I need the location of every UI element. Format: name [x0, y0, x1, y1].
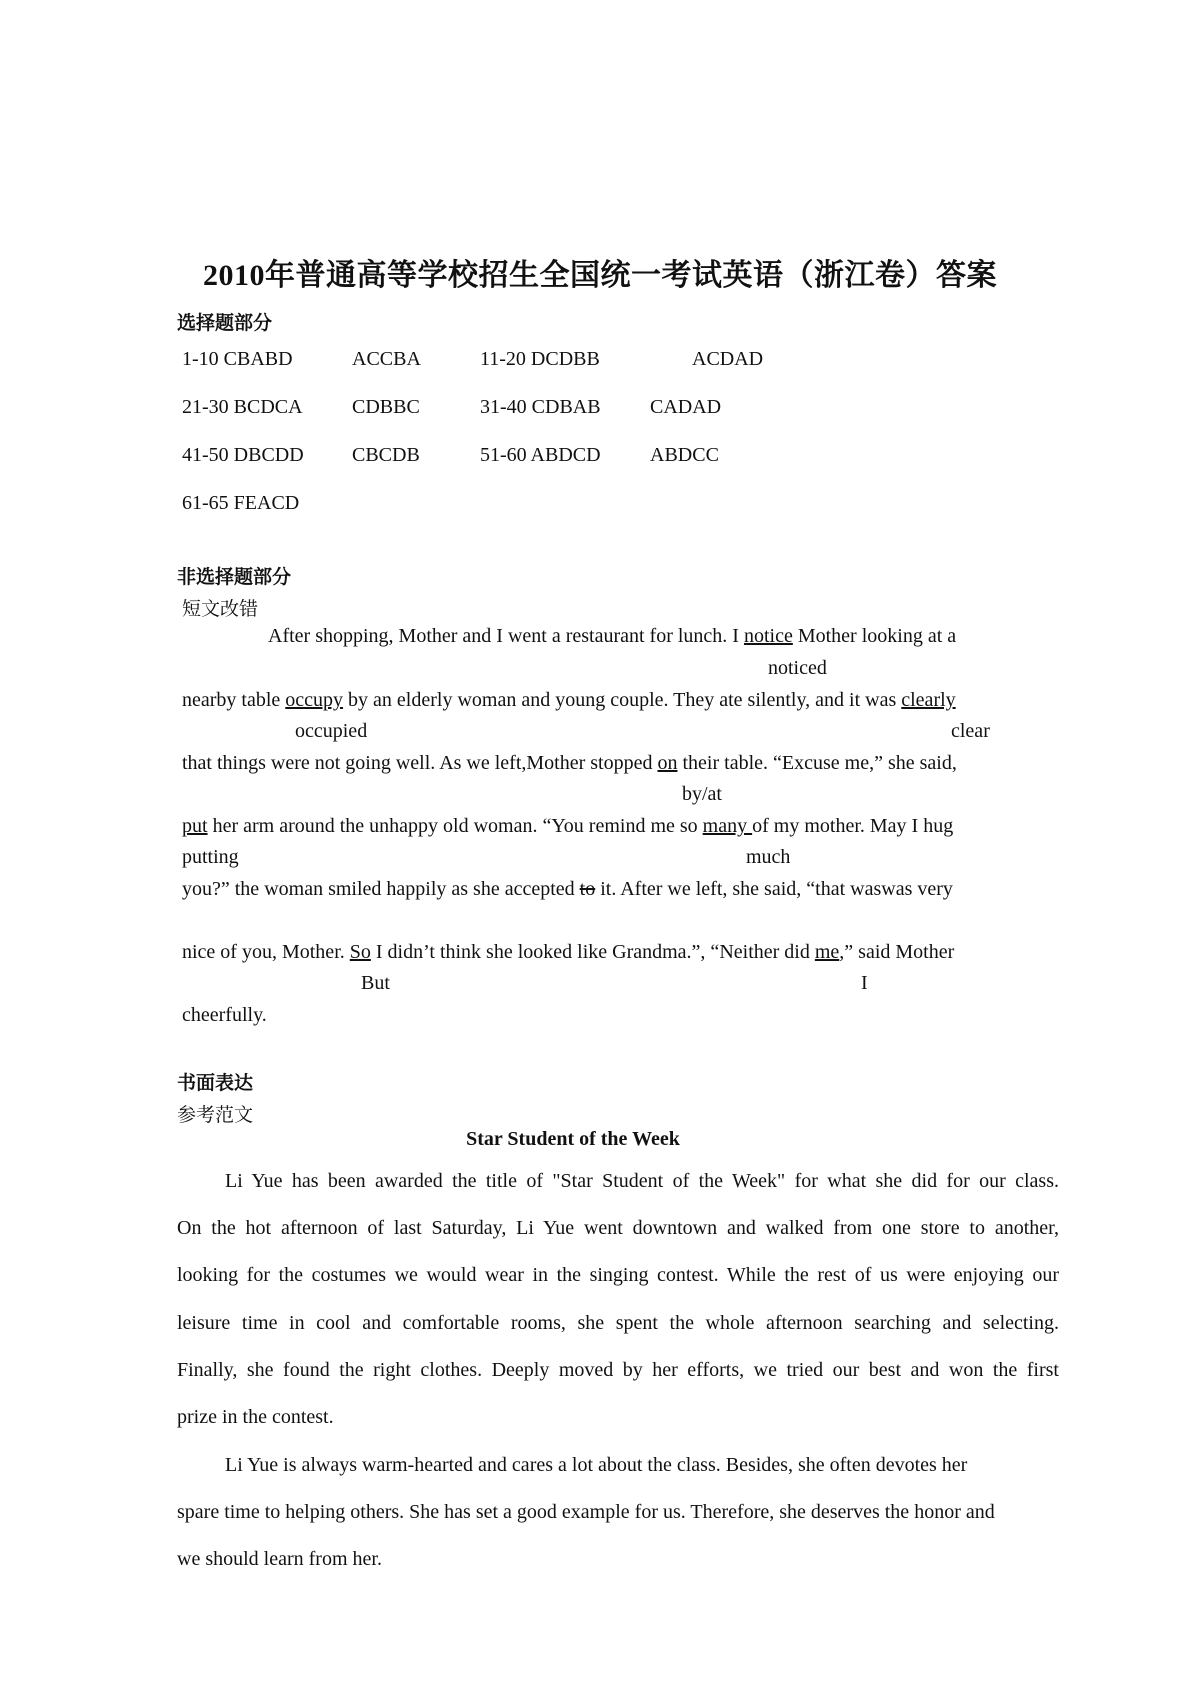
- passage-line: cheerfully.: [182, 1004, 267, 1026]
- answer-cell: CADAD: [650, 396, 722, 418]
- answer-cell: CDBBC: [352, 396, 420, 418]
- essay-line: Li Yue is always warm-hearted and cares a lot about the class. Besides, she often devotes her: [225, 1454, 968, 1476]
- answer-cell: ACDAD: [692, 348, 764, 370]
- passage-line: you?” the woman smiled happily as she accepted to it. After we left, she said, “that waswas very: [182, 878, 953, 900]
- correction-word: putting: [182, 846, 239, 868]
- answer-cell: 21-30 BCDCA: [182, 396, 303, 418]
- passage-line: nearby table occupy by an elderly woman and young couple. They ate silently, and it was clearly: [182, 689, 956, 711]
- answer-cell: ABDCC: [650, 444, 719, 466]
- answer-cell: ACCBA: [352, 348, 421, 370]
- answer-cell: 1-10 CBABD: [182, 348, 293, 370]
- answer-cell: 51-60 ABDCD: [480, 444, 601, 466]
- essay-line: Li Yue has been awarded the title of "Star Student of the Week" for what she did for our class.: [225, 1170, 1059, 1192]
- essay-line: spare time to helping others. She has set a good example for us. Therefore, she deserves the honor and: [177, 1501, 995, 1523]
- marked-word: So: [349, 941, 371, 963]
- answer-cell: 31-40 CDBAB: [480, 396, 601, 418]
- marked-word: put: [182, 815, 208, 837]
- passage-line: nice of you, Mother. So I didn’t think she looked like Grandma.”, “Neither did me,” said Mother: [182, 941, 955, 963]
- essay-title: Star Student of the Week: [466, 1128, 680, 1150]
- answer-cell: 11-20 DCDBB: [480, 348, 600, 370]
- correction-word: occupied: [295, 720, 368, 742]
- essay-line: leisure time in cool and comfortable rooms, she spent the whole afternoon searching and selecting.: [177, 1312, 1059, 1334]
- passage-line: After shopping, Mother and I went a restaurant for lunch. I notice Mother looking at a: [268, 625, 957, 647]
- correction-word: I: [861, 972, 868, 994]
- essay-line: we should learn from her.: [177, 1548, 382, 1570]
- marked-word: me: [814, 941, 840, 963]
- marked-word: clearly: [901, 689, 956, 711]
- subheading-error-correction: 短文改错: [182, 599, 259, 620]
- marked-word: many: [702, 815, 753, 837]
- struck-word: to: [579, 878, 596, 900]
- page-title: 2010年普通高等学校招生全国统一考试英语（浙江卷）答案: [203, 259, 997, 292]
- passage-line: that things were not going well. As we left,Mother stopped on their table. “Excuse me,” she said,: [182, 752, 957, 774]
- essay-line: Finally, she found the right clothes. Deeply moved by her efforts, we tried our best and won the first: [177, 1359, 1059, 1381]
- marked-word: occupy: [285, 689, 344, 711]
- correction-word: noticed: [768, 657, 827, 679]
- answer-cell: CBCDB: [352, 444, 420, 466]
- essay-line: looking for the costumes we would wear in the singing contest. While the rest of us were enjoying our: [177, 1264, 1059, 1286]
- correction-word: by/at: [682, 783, 722, 805]
- section-heading-writing: 书面表达: [177, 1073, 254, 1094]
- correction-word: clear: [951, 720, 990, 742]
- marked-word: notice: [743, 625, 793, 647]
- section-heading-nonchoice: 非选择题部分: [177, 567, 292, 588]
- essay-line: prize in the contest.: [177, 1406, 334, 1428]
- correction-word: much: [746, 846, 791, 868]
- answer-cell: 41-50 DBCDD: [182, 444, 304, 466]
- answer-cell: 61-65 FEACD: [182, 492, 300, 514]
- subheading-sample-essay: 参考范文: [177, 1105, 254, 1126]
- passage-line: put her arm around the unhappy old woman. “You remind me so many of my mother. May I hug: [182, 815, 954, 837]
- correction-word: But: [361, 972, 390, 994]
- section-heading-choice: 选择题部分: [177, 313, 273, 334]
- marked-word: on: [657, 752, 678, 774]
- essay-line: On the hot afternoon of last Saturday, Li Yue went downtown and walked from one store to another,: [177, 1217, 1059, 1239]
